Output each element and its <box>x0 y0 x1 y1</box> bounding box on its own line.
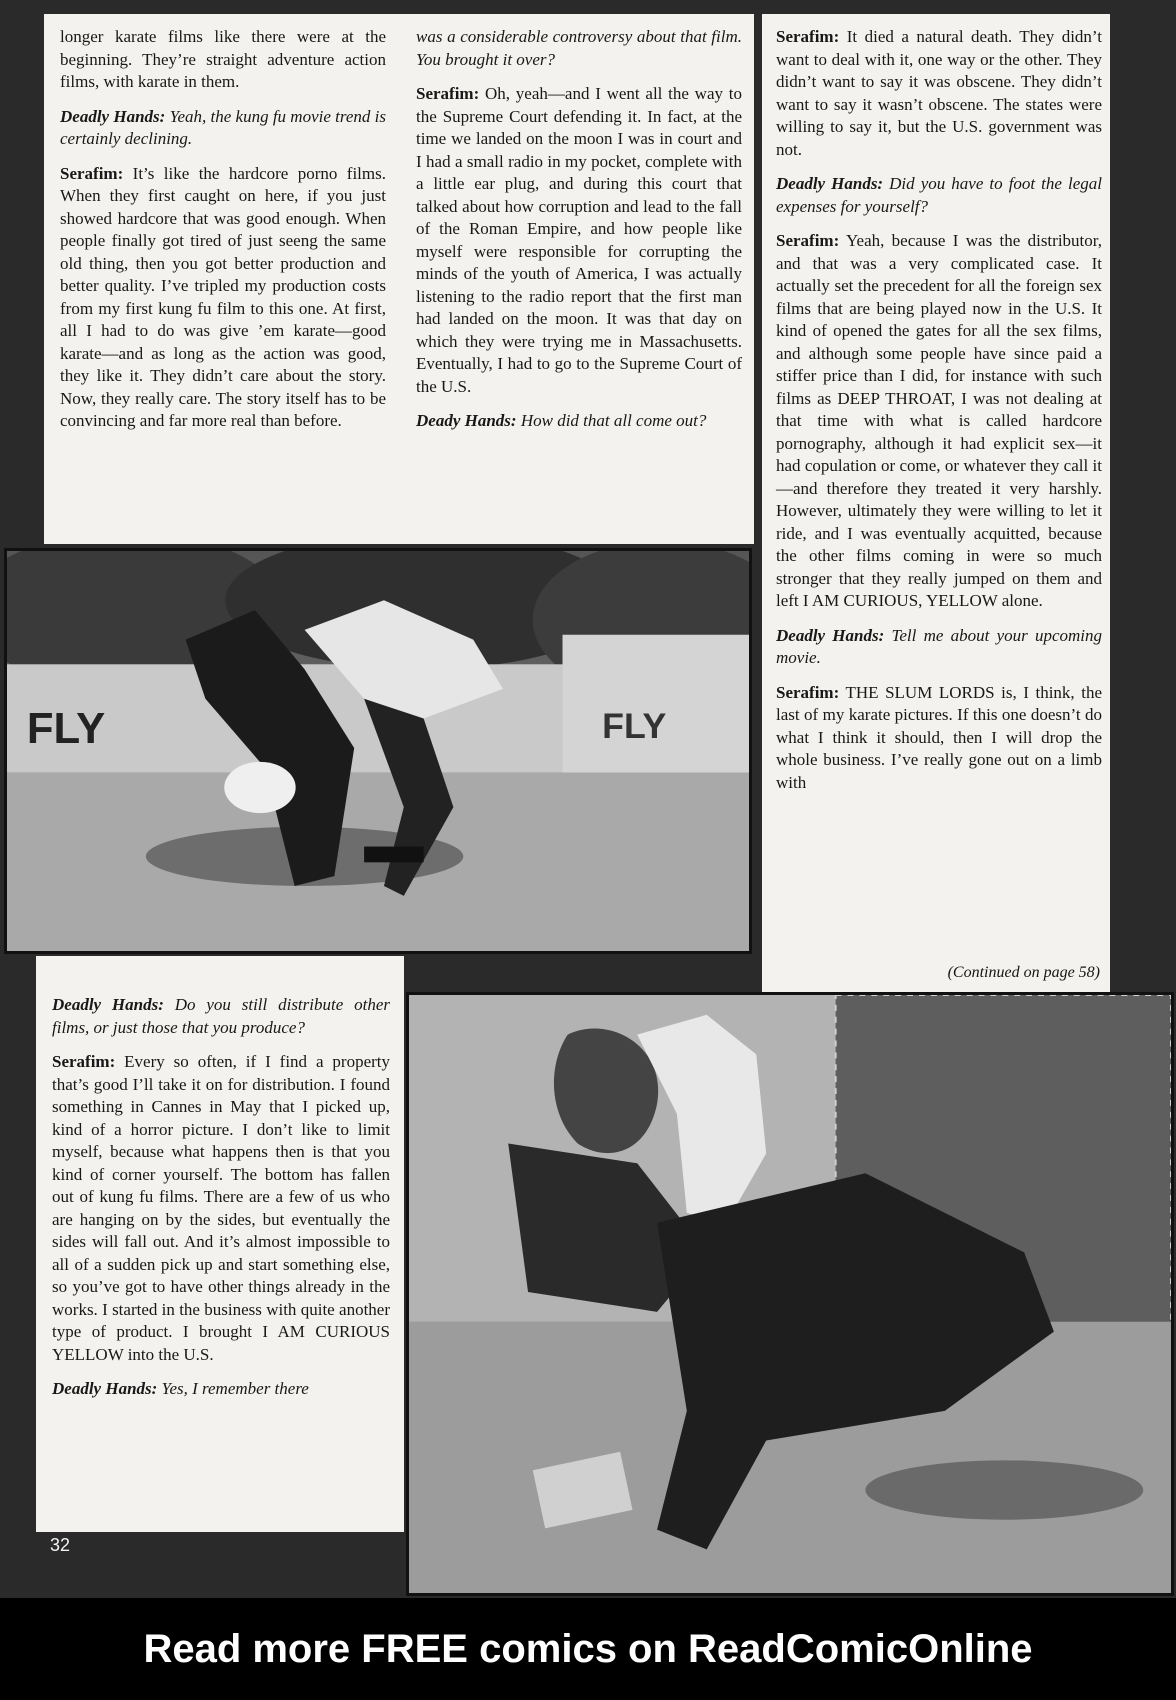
paragraph-text: It’s like the hardcore porno films. When they first caught on here, if you just showed hardcore that was good enough. When people finally got tired of just seeng the same old thing, then you got better production and better quality. I’ve tripled my production costs from my first kung fu film to this one. At first, all I had to do was give ’em karate—good karate—and as long as the action was good, they like it. They didn’t care about the story. Now, they really care. The story itself has to be convincing and far more real than before. <box>60 163 386 430</box>
readcomiconline-banner[interactable]: Read more FREE comics on ReadComicOnline <box>0 1598 1176 1700</box>
continued-note: (Continued on page 58) <box>947 964 1100 981</box>
interview-question <box>776 625 1102 670</box>
top-text-panel <box>44 14 754 544</box>
interview-answer <box>776 682 1102 795</box>
column-1 <box>60 26 386 445</box>
paragraph-text: Every so often, if I find a property that’s good I’ll take it on for distribution. I found something in Cannes in May that I picked up, kind of a horror picture. I don’t like to limit myself, because what happens then is that you kind of corner yourself. The bottom has fallen out of kung fu films. There are a few of us who are hanging on by the sides, but eventually the sides will fall out. And it’s almost impossible to all of a sudden pick up and start something else, so you’ve got to have other things already in the works. I started in the business with quite another type of product. I brought I AM CURIOUS YELLOW into the U.S. <box>52 1052 390 1364</box>
paragraph-text: It died a natural death. They didn’t want to deal with it, one way or the other. They didn’t want to say it was obscene. They didn’t want to say it wasn’t obscene. The states were willing to say it, but the U.S. government was not. <box>776 27 1102 159</box>
paragraph-text: Did you have to foot the legal expenses for yourself? <box>776 174 1102 216</box>
speaker-label: Serafim: <box>52 1052 116 1071</box>
speaker-label: Serafim: <box>776 682 840 702</box>
paragraph-text: How did that all come out? <box>516 411 707 430</box>
interview-answer <box>776 230 1102 613</box>
speaker-label: Deadly Hands: <box>52 995 164 1014</box>
speaker-label: Serafim: <box>776 231 840 250</box>
speaker-label: Serafim: <box>776 27 840 46</box>
paragraph-text: was a considerable controversy about that film. You brought it over? <box>416 27 742 69</box>
interview-answer <box>52 1051 390 1366</box>
graffiti-text-2: FLY <box>602 706 667 747</box>
interview-answer <box>60 163 386 433</box>
paragraph-text: Yes, I remember there <box>157 1379 309 1398</box>
interview-question <box>416 410 742 433</box>
interview-question <box>52 994 390 1039</box>
speaker-label: Serafim: <box>60 163 124 183</box>
paragraph-text: THE SLUM LORDS is, I think, the last of my karate pictures. If this one doesn’t do what I think it should, then I will drop the whole business. I’ve really gone out on a limb with <box>776 682 1102 792</box>
paragraph-text: Do you still distribute other films, or just those that you produce? <box>52 995 390 1037</box>
column-2 <box>416 26 742 445</box>
paragraph-text: Yeah, the kung fu movie trend is certainly declining. <box>60 106 386 148</box>
karate-photo-top <box>4 548 752 954</box>
speaker-label: Deadly Hands: <box>776 174 884 193</box>
column-3 <box>776 26 1102 806</box>
speaker-label: Deadly Hands: <box>776 625 885 645</box>
right-text-panel <box>762 14 1110 996</box>
bottom-text-panel <box>36 956 404 1532</box>
paragraph-text: Oh, yeah—and I went all the way to the Supreme Court defending it. In fact, at the time we landed on the moon I was in court and I had a small radio in my pocket, complete with a little ear plug, and during this court that talked about how corruption and lead to the fall of the Roman Empire, and how people like myself were responsible for corrupting the minds of the youth of America, I was actually listening to the radio report that the first man had landed on the moon. It was that day on which they were trying me in Massachusetts. Eventually, I had to go to the Supreme Court of the U.S. <box>416 84 742 396</box>
interview-question <box>60 106 386 151</box>
speaker-label: Deady Hands: <box>416 411 517 430</box>
graffiti-text: FLY <box>26 705 106 754</box>
interview-answer <box>776 26 1102 161</box>
paragraph-text: longer karate films like there were at the beginning. They’re straight adventure action films, with karate in them. <box>60 27 386 91</box>
page-number: 32 <box>50 1535 71 1555</box>
interview-question <box>52 1378 390 1401</box>
karate-photo-bottom <box>406 992 1174 1596</box>
paragraph-text: Yeah, because I was the distributor, and that was a very complicated case. It actually set the precedent for all the foreign sex films that are being played now in the U.S. It kind of opened the gates for all the sex films, and although some people have since paid a stiffer price than I did, for instance with such films as DEEP THROAT, I was not dealing at that time with what is called hardcore pornography, although it had explicit sex—it had copulation or come, or whatever they call it—and therefore they treated it very harshly. However, ultimately they were willing to let it ride, and I was eventually acquitted, because the other films coming in were so much stronger that they really jumped on them and left I AM CURIOUS, YELLOW alone. <box>776 231 1102 610</box>
column-4 <box>52 994 390 1413</box>
interview-answer <box>416 83 742 398</box>
speaker-label: Serafim: <box>416 84 480 103</box>
speaker-label: Deadly Hands: <box>60 106 166 126</box>
paragraph-text: Tell me about your upcoming movie. <box>776 625 1102 667</box>
interview-question <box>776 173 1102 218</box>
speaker-label: Deadly Hands: <box>52 1379 158 1398</box>
